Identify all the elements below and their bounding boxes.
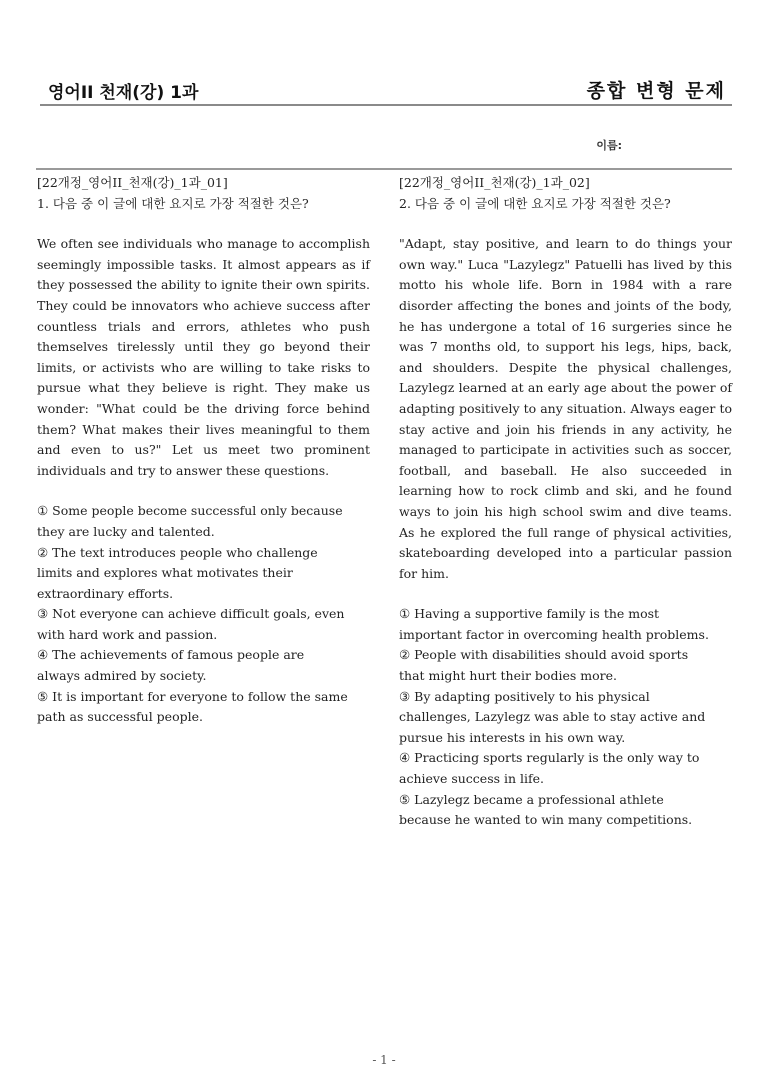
answer-option-3[interactable]: ③ Not everyone can achieve difficult goals, even with hard work and passion. <box>37 606 345 642</box>
page-header <box>40 72 732 106</box>
answer-option-5[interactable]: ⑤ Lazylegz became a professional athlete because he wanted to win many competitions. <box>399 791 693 828</box>
worksheet-title: 영어II 천재(강) 1과 <box>48 83 199 103</box>
page-number: - 1 - <box>372 1053 396 1067</box>
question-prompt: 2. 다음 중 이 글에 대한 요지로 가장 적절한 것은? <box>399 195 671 211</box>
question-code: [22개정_영어II_천재(강)_1과_01] <box>37 175 228 190</box>
answer-option-1[interactable]: ① Having a supportive family is the most important factor in overcoming health problems. <box>399 606 709 642</box>
answer-option-5[interactable]: ⑤ It is important for everyone to follow the same path as successful people. <box>37 688 348 725</box>
section-divider <box>36 168 732 170</box>
header-divider <box>40 104 732 106</box>
answer-option-2[interactable]: ② People with disabilities should avoid sports that might hurt their bodies more. <box>399 647 689 684</box>
answer-option-1[interactable]: ① Some people become successful only because they are lucky and talented. <box>37 503 343 539</box>
answer-options <box>37 501 370 728</box>
student-name-label: 이름: <box>596 139 622 152</box>
question-2 <box>399 173 732 831</box>
question-passage: We often see individuals who manage to accomplish seemingly impossible tasks. It almost appears as if they possessed the ability to ignite their own spirits. They could be innovators who achieve success after countless trials and errors, athletes who push themselves tirelessly until they go beyond their limits, or activists who are willing to take risks to pursue what they believe is right. They make us wonder: "What could be the driving force behind them? What makes their lives meaningful to them and even to us?" Let us meet two prominent individuals and try to answer these questions. <box>37 236 370 478</box>
question-code: [22개정_영어II_천재(강)_1과_02] <box>399 175 590 190</box>
answer-option-3[interactable]: ③ By adapting positively to his physical challenges, Lazylegz was able to stay active and pursue his interests in his own way. <box>399 688 706 745</box>
answer-option-2[interactable]: ② The text introduces people who challenge limits and explores what motivates their extraordinary efforts. <box>37 544 318 601</box>
question-passage: "Adapt, stay positive, and learn to do things your own way." Luca "Lazylegz" Patuelli has lived by this motto his whole life. Born in 1984 with a rare disorder affecting the bones and joints of the body, he has undergone a total of 16 surgeries since he was 7 months old, to support his legs, hips, back, and shoulders. Despite the physical challenges, Lazylegz learned at an early age about the power of adapting positively to any situation. Always eager to stay active and join his friends in any activity, he managed to participate in activities such as soccer, football, and baseball. He also succeeded in learning how to rock climb and ski, and he found ways to join his high school swim and dive teams. As he explored the full range of physical activities, skateboarding developed into a particular passion for him. <box>399 236 732 581</box>
question-1 <box>37 173 370 728</box>
answer-option-4[interactable]: ④ Practicing sports regularly is the only way to achieve success in life. <box>399 750 700 787</box>
question-prompt: 1. 다음 중 이 글에 대한 요지로 가장 적절한 것은? <box>37 195 309 211</box>
answer-options <box>399 604 732 831</box>
answer-option-4[interactable]: ④ The achievements of famous people are always admired by society. <box>37 647 305 684</box>
worksheet-subtitle: 종합 변형 문제 <box>586 80 726 102</box>
